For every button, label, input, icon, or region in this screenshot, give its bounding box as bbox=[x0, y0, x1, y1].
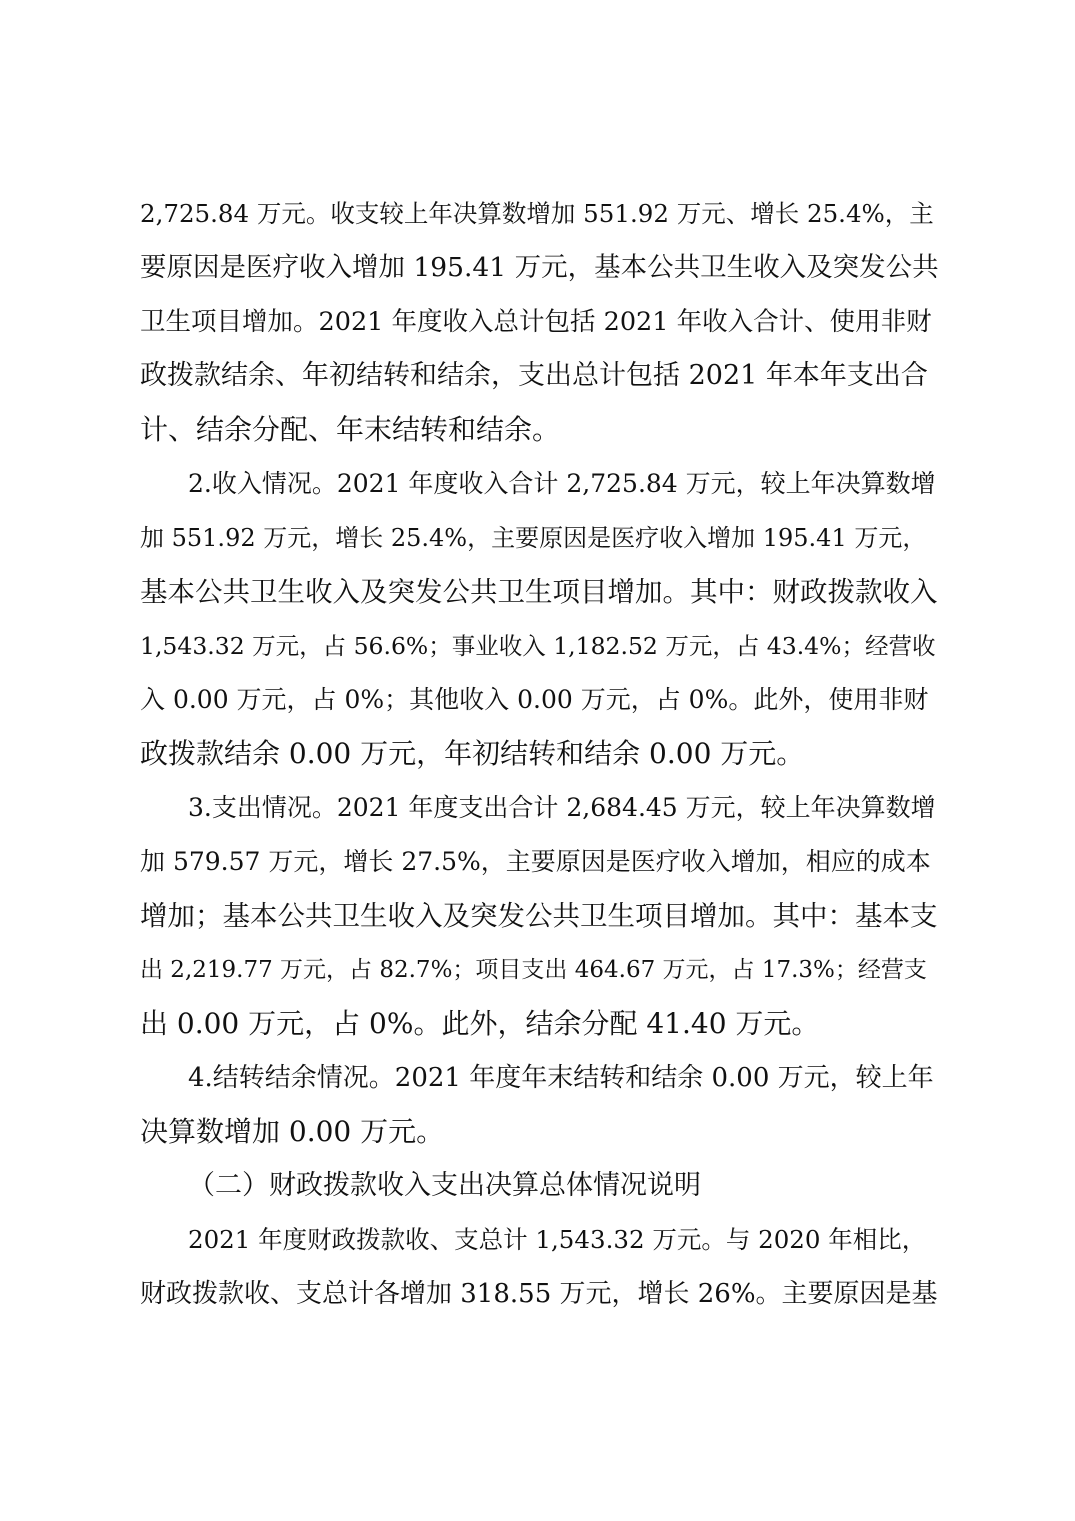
paragraph-line: 政拨款结余、年初结转和结余，支出总计包括 2021 年本年支出合 bbox=[140, 360, 928, 391]
paragraph-line: 3.支出情况。2021 年度支出合计 2,684.45 万元，较上年决算数增 bbox=[188, 793, 936, 822]
paragraph-line: 4.结转结余情况。2021 年度年末结转和结余 0.00 万元，较上年 bbox=[188, 1063, 934, 1093]
paragraph-line: 出 2,219.77 万元，占 82.7%；项目支出 464.67 万元，占 17.3%；经营支 bbox=[140, 957, 927, 983]
paragraph-line: 政拨款结余 0.00 万元，年初结转和结余 0.00 万元。 bbox=[140, 737, 805, 770]
paragraph-line: 计、结余分配、年末结转和结余。 bbox=[140, 413, 561, 446]
paragraph-line: 要原因是医疗收入增加 195.41 万元，基本公共卫生收入及突发公共 bbox=[140, 252, 939, 283]
paragraph-line: 出 0.00 万元，占 0%。此外，结余分配 41.40 万元。 bbox=[140, 1007, 820, 1040]
paragraph-line: 2.收入情况。2021 年度收入合计 2,725.84 万元，较上年决算数增 bbox=[188, 469, 936, 498]
paragraph-line: 2021 年度财政拨款收、支总计 1,543.32 万元。与 2020 年相比， bbox=[188, 1225, 927, 1254]
paragraph-line: 1,543.32 万元，占 56.6%；事业收入 1,182.52 万元，占 43.4%；经营收 bbox=[140, 632, 936, 660]
paragraph-line: 卫生项目增加。2021 年度收入总计包括 2021 年收入合计、使用非财 bbox=[140, 307, 932, 337]
paragraph-line: 入 0.00 万元，占 0%；其他收入 0.00 万元，占 0%。此外，使用非财 bbox=[140, 685, 929, 714]
paragraph-line: 2,725.84 万元。收支较上年决算数增加 551.92 万元、增长 25.4%，主 bbox=[140, 199, 934, 228]
paragraph-line: 财政拨款收、支总计各增加 318.55 万元，增长 26%。主要原因是基 bbox=[140, 1279, 938, 1309]
paragraph-line: 加 551.92 万元，增长 25.4%，主要原因是医疗收入增加 195.41 万元， bbox=[140, 524, 927, 552]
section-heading: （二）财政拨款收入支出决算总体情况说明 bbox=[188, 1170, 701, 1201]
paragraph-line: 加 579.57 万元，增长 27.5%，主要原因是医疗收入增加，相应的成本 bbox=[140, 847, 931, 876]
paragraph-line: 决算数增加 0.00 万元。 bbox=[140, 1115, 445, 1148]
paragraph-line: 增加；基本公共卫生收入及突发公共卫生项目增加。其中：基本支 bbox=[140, 900, 938, 932]
paragraph-line: 基本公共卫生收入及突发公共卫生项目增加。其中：财政拨款收入 bbox=[140, 576, 938, 608]
